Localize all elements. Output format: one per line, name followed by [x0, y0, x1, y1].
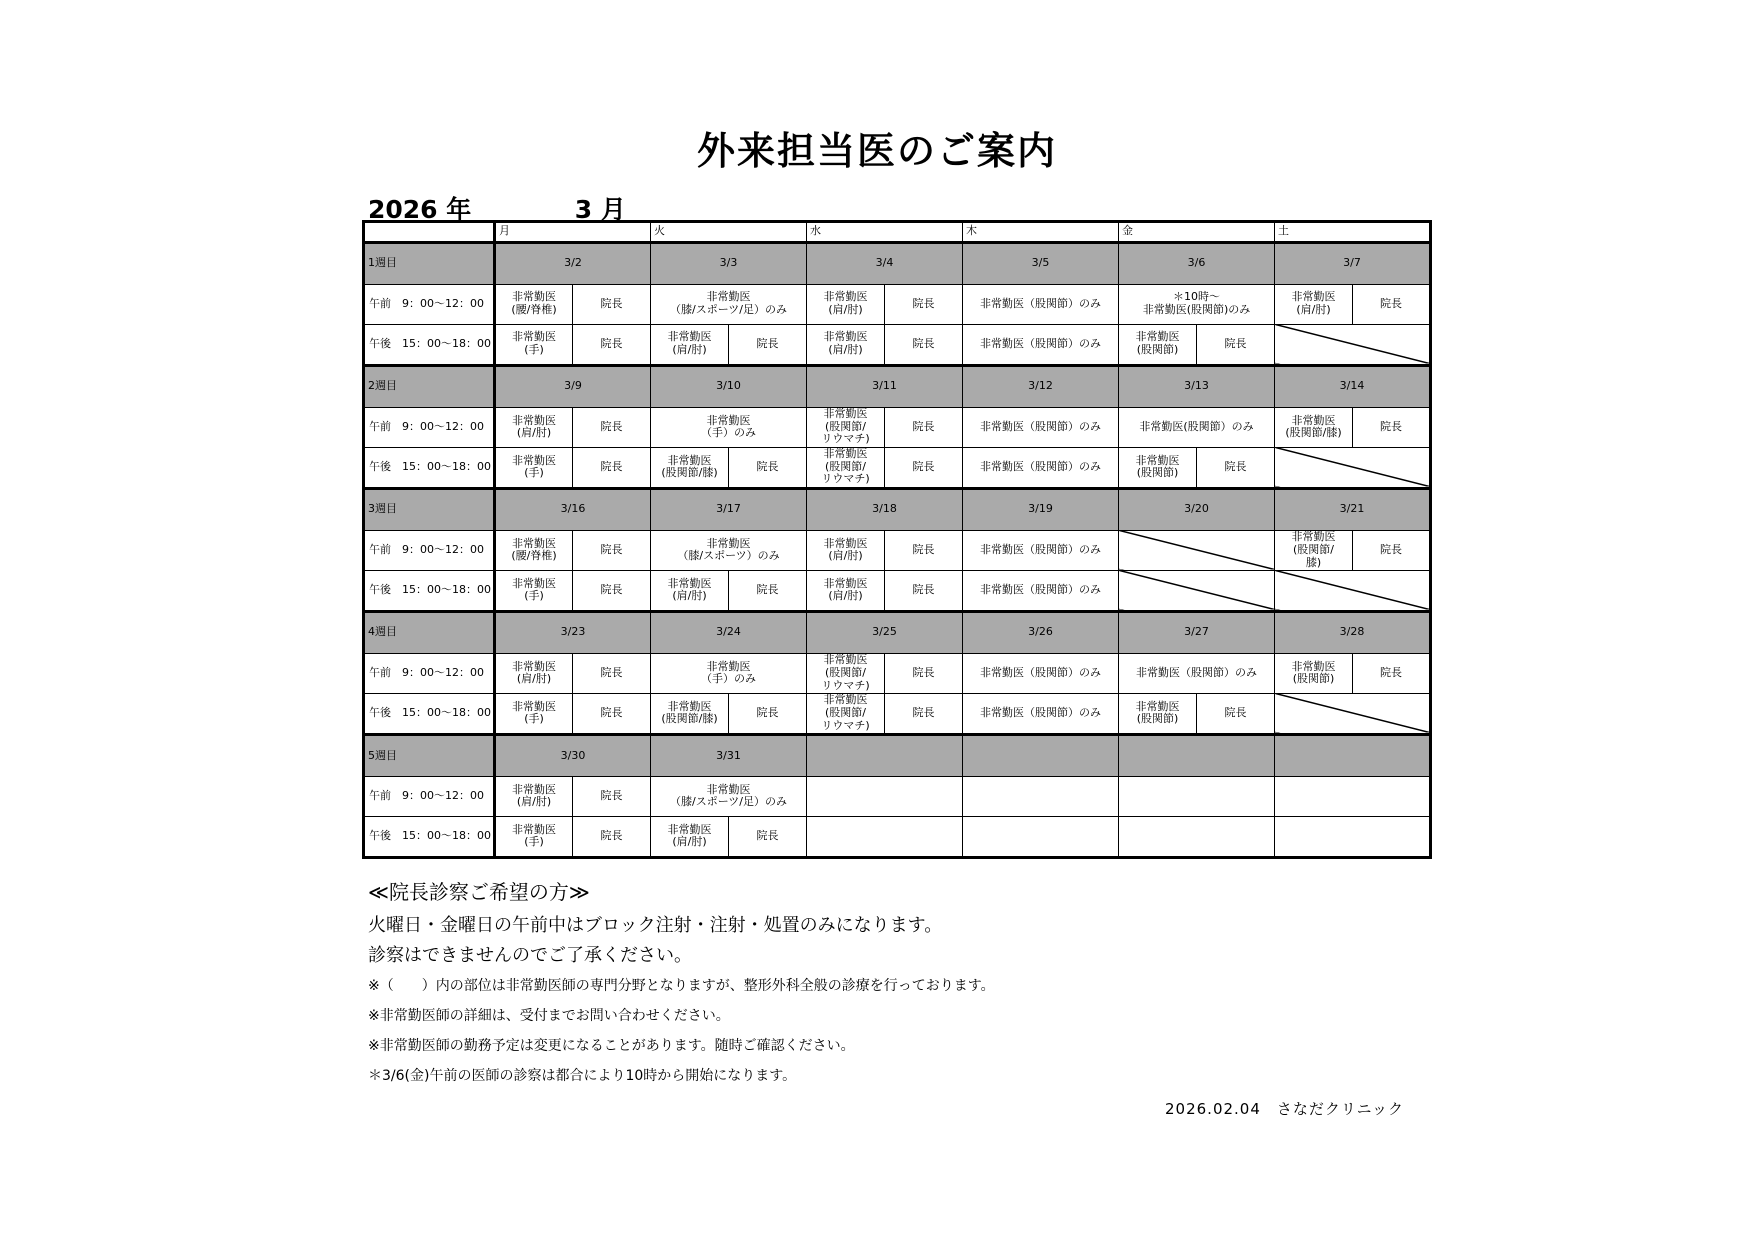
doctor-cell: 非常勤医 (腰/脊椎): [495, 530, 573, 570]
doctor-cell: 非常勤医 (手): [495, 693, 573, 734]
slot-label: 午前 9：00～12：00: [364, 407, 495, 447]
date-cell: 3/18: [807, 488, 963, 530]
chief-cell: 院長: [573, 653, 651, 693]
week-label: 1週目: [364, 242, 495, 284]
doctor-cell: 非常勤医 (肩/肘): [651, 324, 729, 365]
chief-cell: 院長: [573, 407, 651, 447]
chief-cell: 院長: [573, 570, 651, 611]
chief-cell: 院長: [1197, 693, 1275, 734]
date-cell: 3/4: [807, 242, 963, 284]
chief-cell: 院長: [573, 776, 651, 816]
slot-label: 午後 15：00～18：00: [364, 447, 495, 488]
chief-cell: 院長: [885, 570, 963, 611]
closed-cell: [1275, 570, 1431, 611]
afternoon-row: [364, 816, 1431, 857]
date-cell: 3/2: [495, 242, 651, 284]
doctor-cell: 非常勤医 (肩/肘): [807, 530, 885, 570]
doctor-cell: 非常勤医 (股関節/膝): [1275, 407, 1353, 447]
chief-cell: 院長: [573, 284, 651, 324]
date-cell: 3/6: [1119, 242, 1275, 284]
empty-cell: [1275, 816, 1431, 857]
chief-cell: 院長: [729, 816, 807, 857]
year-label: 2026 年: [368, 195, 472, 224]
date-cell: [1275, 734, 1431, 776]
date-cell: 3/23: [495, 611, 651, 653]
doctor-cell: 非常勤医（股関節）のみ: [963, 324, 1119, 365]
date-cell: 3/19: [963, 488, 1119, 530]
slot-label: 午後 15：00～18：00: [364, 324, 495, 365]
morning-row: [364, 530, 1431, 570]
doctor-cell: 非常勤医 (股関節/膝): [651, 447, 729, 488]
day-header: 水: [807, 222, 963, 243]
slot-label: 午後 15：00～18：00: [364, 693, 495, 734]
doctor-cell: 非常勤医 (股関節/ リウマチ): [807, 693, 885, 734]
note-item: ※非常勤医師の詳細は、受付までお問い合わせください。: [368, 1008, 730, 1024]
chief-cell: 院長: [1353, 530, 1431, 570]
date-cell: 3/20: [1119, 488, 1275, 530]
day-header: 月: [495, 222, 651, 243]
empty-cell: [963, 816, 1119, 857]
doctor-cell: 非常勤医 （手）のみ: [651, 653, 807, 693]
date-cell: 3/27: [1119, 611, 1275, 653]
doctor-cell: 非常勤医 (手): [495, 816, 573, 857]
doctor-cell: 非常勤医（股関節）のみ: [963, 570, 1119, 611]
day-header: 土: [1275, 222, 1431, 243]
empty-cell: [1119, 816, 1275, 857]
corner-cell: [364, 222, 495, 243]
slot-label: 午前 9：00～12：00: [364, 653, 495, 693]
notes: [368, 876, 995, 1091]
month-label: 3 月: [574, 195, 626, 224]
chief-cell: 院長: [1353, 653, 1431, 693]
slot-label: 午前 9：00～12：00: [364, 776, 495, 816]
chief-cell: 院長: [885, 693, 963, 734]
date-cell: 3/7: [1275, 242, 1431, 284]
date-cell: 3/12: [963, 365, 1119, 407]
doctor-cell: 非常勤医（股関節）のみ: [963, 653, 1119, 693]
week-row: [364, 611, 1431, 653]
doctor-cell: 非常勤医（股関節）のみ: [963, 284, 1119, 324]
afternoon-row: [364, 324, 1431, 365]
chief-cell: 院長: [885, 284, 963, 324]
schedule-table: [362, 220, 1432, 859]
chief-cell: 院長: [729, 693, 807, 734]
doctor-cell: 非常勤医 (股関節): [1275, 653, 1353, 693]
chief-cell: 院長: [729, 324, 807, 365]
doctor-cell: 非常勤医（股関節）のみ: [963, 693, 1119, 734]
doctor-cell: 非常勤医 (股関節/膝): [651, 693, 729, 734]
date-cell: 3/16: [495, 488, 651, 530]
chief-cell: 院長: [573, 530, 651, 570]
doctor-cell: 非常勤医 (股関節/ 膝): [1275, 530, 1353, 570]
chief-cell: 院長: [573, 447, 651, 488]
date-cell: 3/11: [807, 365, 963, 407]
closed-cell: [1275, 447, 1431, 488]
date-cell: 3/25: [807, 611, 963, 653]
date-cell: 3/14: [1275, 365, 1431, 407]
doctor-cell: 非常勤医 (肩/肘): [495, 776, 573, 816]
morning-row: [364, 653, 1431, 693]
doctor-cell: 非常勤医 (股関節): [1119, 693, 1197, 734]
doctor-cell: 非常勤医 (手): [495, 447, 573, 488]
week-label: 2週目: [364, 365, 495, 407]
date-cell: [963, 734, 1119, 776]
afternoon-row: [364, 693, 1431, 734]
doctor-cell: 非常勤医 (肩/肘): [807, 324, 885, 365]
doctor-cell: 非常勤医 (肩/肘): [495, 653, 573, 693]
doctor-cell: 非常勤医 (肩/肘): [495, 407, 573, 447]
week-row: [364, 365, 1431, 407]
note-item: ※非常勤医師の勤務予定は変更になることがあります。随時ご確認ください。: [368, 1038, 855, 1054]
empty-cell: [1275, 776, 1431, 816]
slot-label: 午前 9：00～12：00: [364, 284, 495, 324]
closed-cell: [1275, 693, 1431, 734]
doctor-cell: 非常勤医 (肩/肘): [807, 284, 885, 324]
closed-cell: [1119, 570, 1275, 611]
date-cell: [1119, 734, 1275, 776]
morning-row: [364, 284, 1431, 324]
closed-cell: [1119, 530, 1275, 570]
date-cell: 3/24: [651, 611, 807, 653]
date-cell: 3/13: [1119, 365, 1275, 407]
doctor-cell: 非常勤医 (肩/肘): [651, 816, 729, 857]
date-cell: 3/31: [651, 734, 807, 776]
doctor-cell: 非常勤医 (股関節/ リウマチ): [807, 653, 885, 693]
page-title: 外来担当医のご案内: [696, 129, 1057, 173]
doctor-cell: 非常勤医 (手): [495, 570, 573, 611]
slot-label: 午後 15：00～18：00: [364, 570, 495, 611]
date-cell: 3/30: [495, 734, 651, 776]
chief-cell: 院長: [885, 447, 963, 488]
week-row: [364, 734, 1431, 776]
slot-label: 午後 15：00～18：00: [364, 816, 495, 857]
doctor-cell: 非常勤医 (股関節): [1119, 324, 1197, 365]
slot-label: 午前 9：00～12：00: [364, 530, 495, 570]
doctor-cell: 非常勤医 （手）のみ: [651, 407, 807, 447]
note-item: ※（ ）内の部位は非常勤医師の専門分野となりますが、整形外科全般の診療を行っております。: [368, 978, 995, 994]
week-label: 5週目: [364, 734, 495, 776]
notes-heading: ≪院長診察ご希望の方≫: [368, 880, 590, 904]
doctor-cell: 非常勤医 (手): [495, 324, 573, 365]
doctor-cell: 非常勤医 (股関節/ リウマチ): [807, 407, 885, 447]
date-cell: 3/3: [651, 242, 807, 284]
chief-cell: 院長: [729, 570, 807, 611]
morning-row: [364, 776, 1431, 816]
doctor-cell: 非常勤医 (肩/肘): [807, 570, 885, 611]
chief-cell: 院長: [1353, 284, 1431, 324]
empty-cell: [1119, 776, 1275, 816]
date-cell: 3/26: [963, 611, 1119, 653]
week-row: [364, 242, 1431, 284]
date-cell: 3/21: [1275, 488, 1431, 530]
chief-cell: 院長: [573, 693, 651, 734]
doctor-cell: 非常勤医 (腰/脊椎): [495, 284, 573, 324]
chief-cell: 院長: [573, 324, 651, 365]
doctor-cell: 非常勤医 (股関節): [1119, 447, 1197, 488]
doctor-cell: 非常勤医(股関節）のみ: [1119, 407, 1275, 447]
doctor-cell: 非常勤医 (肩/肘): [651, 570, 729, 611]
doctor-cell: 非常勤医 （膝/スポーツ/足）のみ: [651, 284, 807, 324]
date-cell: 3/28: [1275, 611, 1431, 653]
doctor-cell: 非常勤医（股関節）のみ: [963, 447, 1119, 488]
chief-cell: 院長: [729, 447, 807, 488]
chief-cell: 院長: [1197, 324, 1275, 365]
afternoon-row: [364, 570, 1431, 611]
week-label: 4週目: [364, 611, 495, 653]
chief-cell: 院長: [885, 530, 963, 570]
chief-cell: 院長: [885, 653, 963, 693]
afternoon-row: [364, 447, 1431, 488]
date-cell: 3/17: [651, 488, 807, 530]
doctor-cell: 非常勤医 (肩/肘): [1275, 284, 1353, 324]
week-label: 3週目: [364, 488, 495, 530]
chief-cell: 院長: [573, 816, 651, 857]
week-row: [364, 488, 1431, 530]
date-cell: 3/9: [495, 365, 651, 407]
chief-cell: 院長: [1197, 447, 1275, 488]
closed-cell: [1275, 324, 1431, 365]
notes-line-1: 火曜日・金曜日の午前中はブロック注射・注射・処置のみになります。: [368, 915, 943, 936]
note-item: ＊3/6(金)午前の医師の診察は都合により10時から開始になります。: [368, 1068, 797, 1084]
day-header: 金: [1119, 222, 1275, 243]
doctor-cell: ＊10時～ 非常勤医(股関節)のみ: [1119, 284, 1275, 324]
notes-line-2: 診察はできませんのでご了承ください。: [368, 945, 692, 966]
empty-cell: [807, 816, 963, 857]
date-cell: 3/5: [963, 242, 1119, 284]
chief-cell: 院長: [1353, 407, 1431, 447]
doctor-cell: 非常勤医 （膝/スポーツ）のみ: [651, 530, 807, 570]
date-cell: 3/10: [651, 365, 807, 407]
day-header-row: [364, 222, 1431, 243]
day-header: 火: [651, 222, 807, 243]
doctor-cell: 非常勤医（股関節）のみ: [963, 530, 1119, 570]
day-header: 木: [963, 222, 1119, 243]
doctor-cell: 非常勤医（股関節）のみ: [1119, 653, 1275, 693]
doctor-cell: 非常勤医 （膝/スポーツ/足）のみ: [651, 776, 807, 816]
date-cell: [807, 734, 963, 776]
empty-cell: [807, 776, 963, 816]
morning-row: [364, 407, 1431, 447]
doctor-cell: 非常勤医 (股関節/ リウマチ): [807, 447, 885, 488]
empty-cell: [963, 776, 1119, 816]
chief-cell: 院長: [885, 324, 963, 365]
doctor-cell: 非常勤医（股関節）のみ: [963, 407, 1119, 447]
footer-date-clinic: 2026.02.04 さなだクリニック: [1165, 1100, 1404, 1118]
chief-cell: 院長: [885, 407, 963, 447]
